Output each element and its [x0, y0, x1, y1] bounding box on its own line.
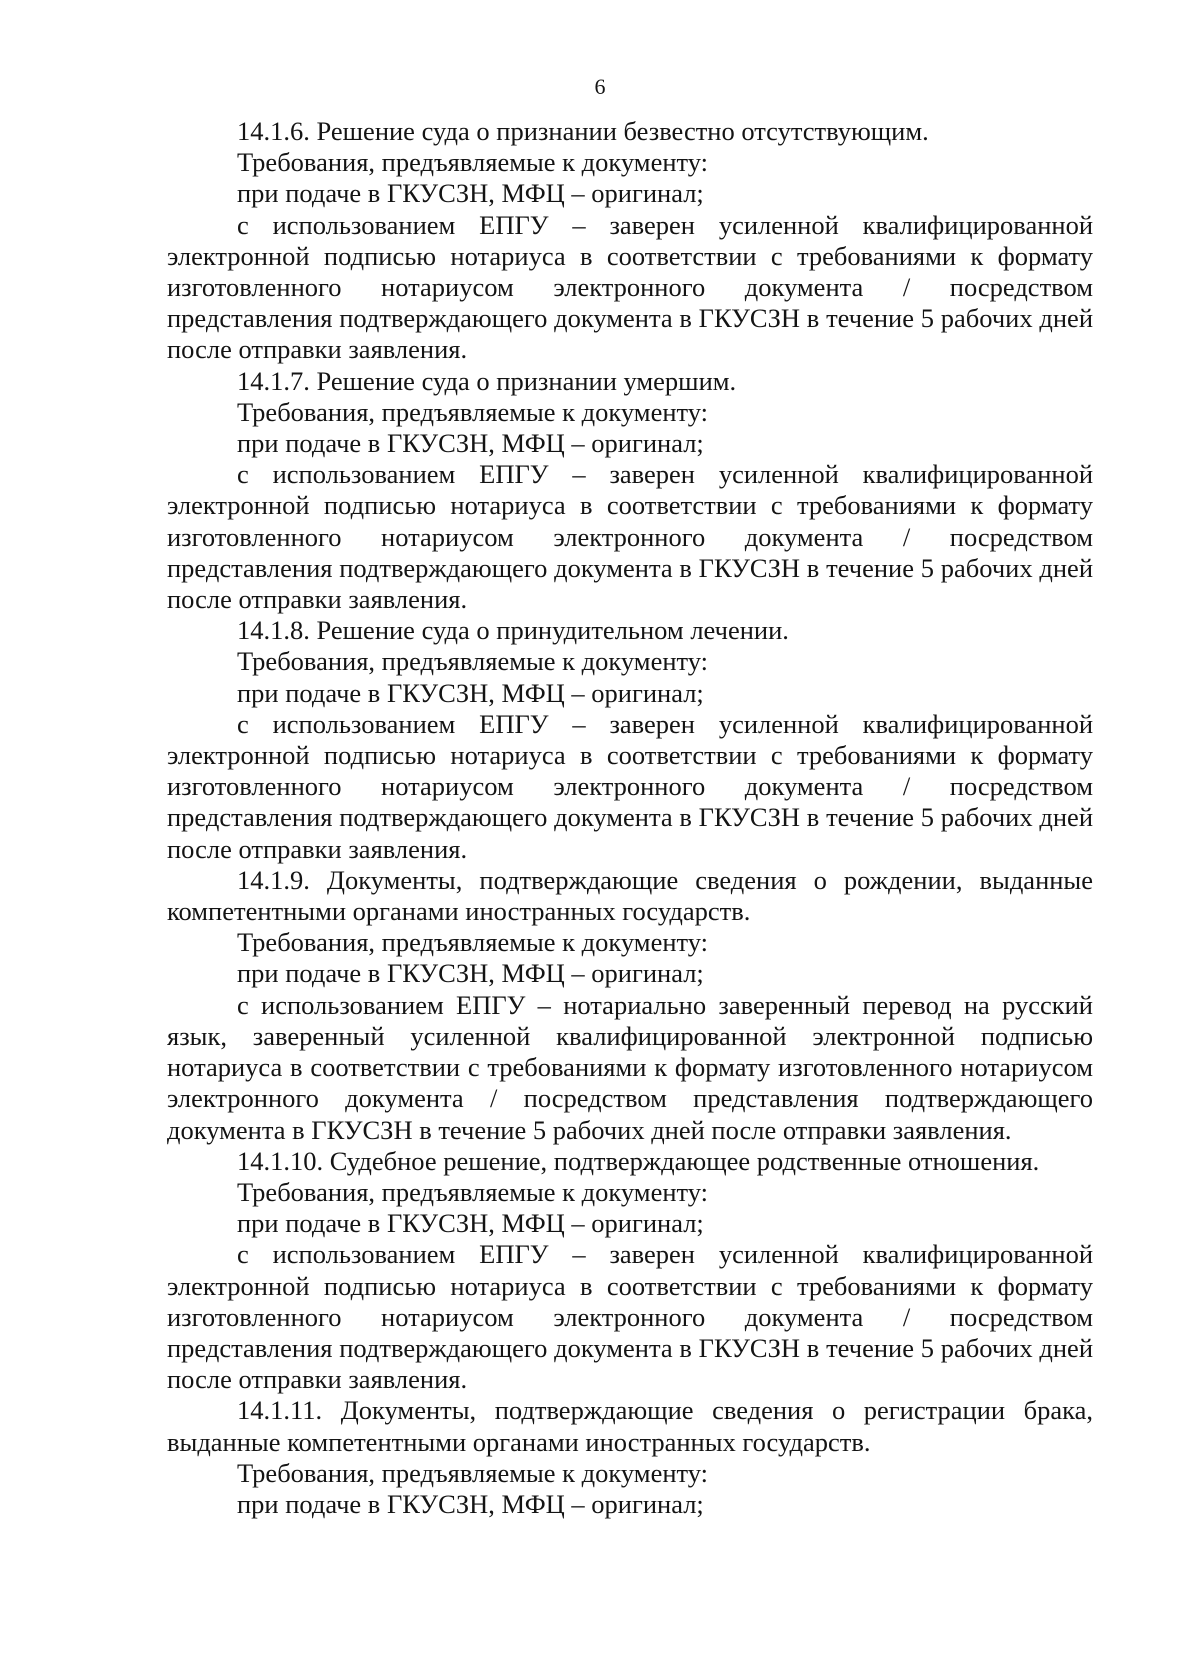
requirements-label: Требования, предъявляемые к документу:: [237, 927, 709, 958]
in-person-requirement: при подаче в ГКУСЗН, МФЦ – оригинал;: [237, 428, 704, 459]
online-requirement: с использованием ЕПГУ – заверен усиленной квалифицированной электронной подписью нотариуса в соответствии с требованиями к формату изготовленного нотариусом электронного документа / посредством представления подтверждающего документа в ГКУСЗН в течение 5 рабочих дней после отправки заявления.: [167, 209, 1093, 365]
online-requirement: с использованием ЕПГУ – заверен усиленной квалифицированной электронной подписью нотариуса в соответствии с требованиями к формату изготовленного нотариусом электронного документа / посредством представления подтверждающего документа в ГКУСЗН в течение 5 рабочих дней после отправки заявления.: [167, 708, 1093, 864]
section-heading: 14.1.10. Судебное решение, подтверждающее родственные отношения.: [237, 1145, 1040, 1176]
requirements-label: Требования, предъявляемые к документу:: [237, 396, 709, 427]
online-requirement: с использованием ЕПГУ – заверен усиленной квалифицированной электронной подписью нотариуса в соответствии с требованиями к формату изготовленного нотариусом электронного документа / посредством представления подтверждающего документа в ГКУСЗН в течение 5 рабочих дней после отправки заявления.: [167, 1239, 1093, 1395]
section-heading: 14.1.11. Документы, подтверждающие сведения о регистрации брака, выданные компетентными органами иностранных государств.: [167, 1395, 1093, 1457]
in-person-requirement: при подаче в ГКУСЗН, МФЦ – оригинал;: [237, 178, 704, 209]
section-heading: 14.1.7. Решение суда о признании умершим.: [237, 365, 737, 396]
document-body: [167, 116, 1093, 1520]
section-heading: 14.1.8. Решение суда о принудительном лечении.: [237, 615, 789, 646]
in-person-requirement: при подаче в ГКУСЗН, МФЦ – оригинал;: [237, 1488, 704, 1519]
requirements-label: Требования, предъявляемые к документу:: [237, 147, 709, 178]
requirements-label: Требования, предъявляемые к документу:: [237, 646, 709, 677]
in-person-requirement: при подаче в ГКУСЗН, МФЦ – оригинал;: [237, 958, 704, 989]
page-number: 6: [594, 74, 606, 99]
in-person-requirement: при подаче в ГКУСЗН, МФЦ – оригинал;: [237, 677, 704, 708]
section-heading: 14.1.6. Решение суда о признании безвестно отсутствующим.: [237, 116, 929, 146]
section-heading: 14.1.9. Документы, подтверждающие сведения о рождении, выданные компетентными органами иностранных государств.: [167, 864, 1093, 927]
requirements-label: Требования, предъявляемые к документу:: [237, 1457, 709, 1488]
requirements-label: Требования, предъявляемые к документу:: [237, 1176, 709, 1207]
online-requirement: с использованием ЕПГУ – заверен усиленной квалифицированной электронной подписью нотариуса в соответствии с требованиями к формату изготовленного нотариусом электронного документа / посредством представления подтверждающего документа в ГКУСЗН в течение 5 рабочих дней после отправки заявления.: [167, 459, 1093, 615]
online-requirement: с использованием ЕПГУ – нотариально заверенный перевод на русский язык, заверенный усиленной квалифицированной электронной подписью нотариуса в соответствии с требованиями к формату изготовленного нотариусом электронного документа / посредством представления подтверждающего документа в ГКУСЗН в течение 5 рабочих дней после отправки заявления.: [167, 989, 1093, 1145]
in-person-requirement: при подаче в ГКУСЗН, МФЦ – оригинал;: [237, 1208, 704, 1239]
